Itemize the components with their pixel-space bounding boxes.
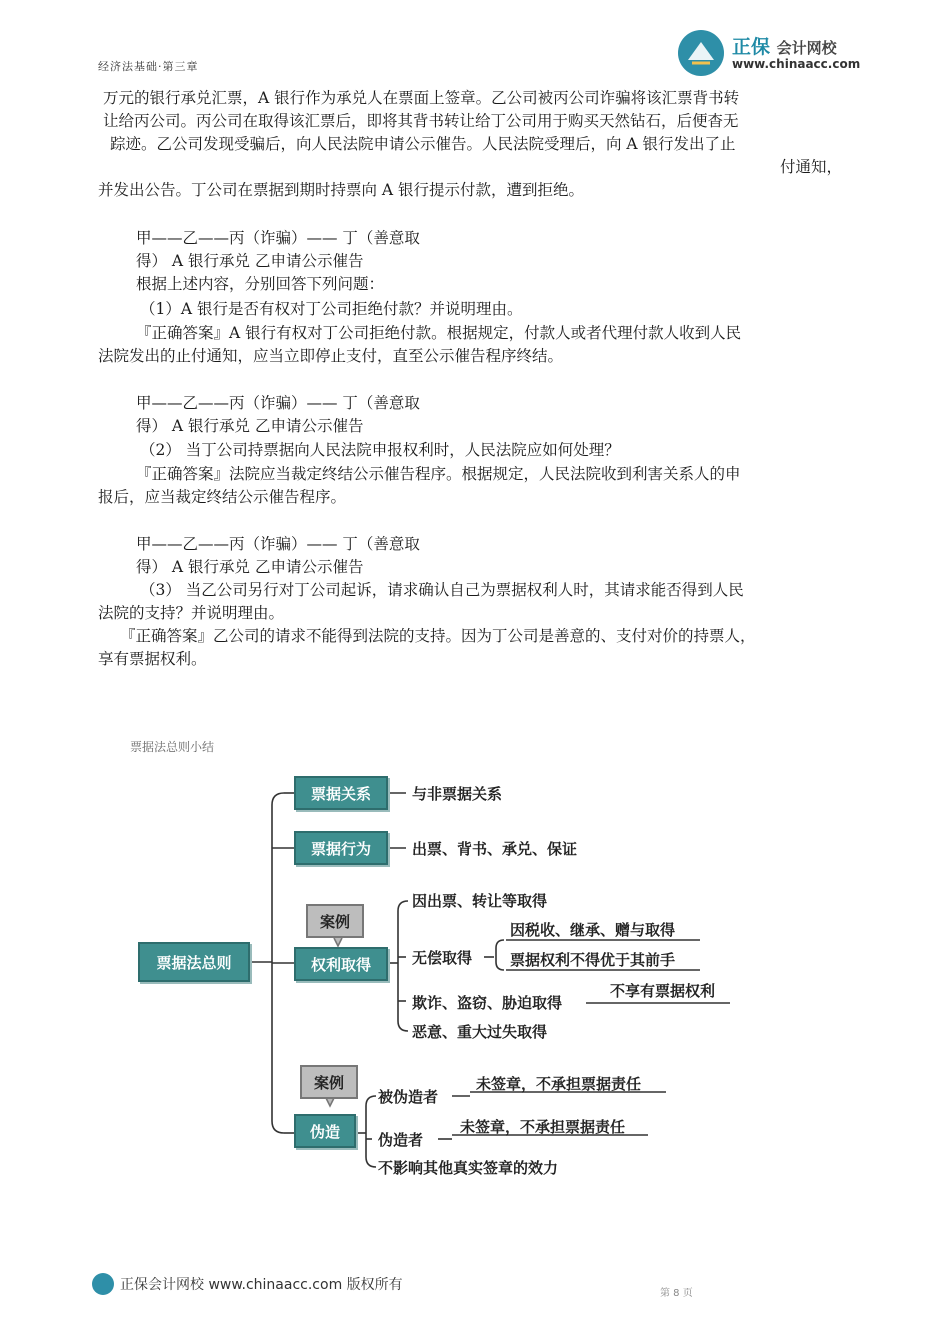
body-line: 法院发出的止付通知，应当立即停止支付，直至公示催告程序终结。 bbox=[98, 347, 564, 365]
node-act: 票据行为 bbox=[294, 831, 388, 865]
question-1: （1）A 银行是否有权对丁公司拒绝付款？并说明理由。 bbox=[140, 300, 523, 318]
body-line: 法院的支持？并说明理由。 bbox=[98, 604, 285, 622]
answer-1: 『正确答案』A 银行有权对丁公司拒绝付款。根据规定，付款人或者代理付款人收到人民 bbox=[136, 324, 742, 342]
forge-item-b: 伪造者 bbox=[378, 1131, 424, 1149]
question-3: （3） 当乙公司另行对丁公司起诉，请求确认自己为票据权利人时，其请求能否得到人民 bbox=[140, 581, 744, 599]
acquire-case-tag: 案例 bbox=[306, 904, 364, 938]
mindmap-title: 票据法总则小结 bbox=[130, 740, 215, 754]
answer-3: 『正确答案』乙公司的请求不能得到法院的支持。因为丁公司是善意的、支付对价的持票人， bbox=[120, 627, 756, 645]
forge-item-a: 被伪造者 bbox=[378, 1088, 439, 1106]
forge-item-b1: 未签章，不承担票据责任 bbox=[460, 1118, 626, 1136]
acquire-item-b1: 因税收、继承、赠与取得 bbox=[510, 921, 676, 939]
body-line: 甲——乙——丙（诈骗）—— 丁（善意取 bbox=[136, 229, 420, 247]
acquire-item-b2: 票据权利不得优于其前手 bbox=[510, 951, 676, 969]
mindmap-root: 票据法总则 bbox=[138, 942, 250, 982]
answer-2: 『正确答案』法院应当裁定终结公示催告程序。根据规定，人民法院收到利害关系人的申 bbox=[136, 465, 741, 483]
act-leaf: 出票、背书、承兑、保证 bbox=[412, 840, 578, 858]
page-number: 第 8 页 bbox=[660, 1288, 693, 1299]
logo-name: 正保 bbox=[732, 36, 771, 58]
question-2: （2） 当丁公司持票据向人民法院申报权利时，人民法院应如何处理？ bbox=[140, 441, 620, 459]
forge-item-c: 不影响其他真实签章的效力 bbox=[378, 1159, 559, 1177]
body-line: 根据上述内容，分别回答下列问题： bbox=[136, 275, 385, 293]
body-line: 甲——乙——丙（诈骗）—— 丁（善意取 bbox=[136, 535, 420, 553]
body-line: 甲——乙——丙（诈骗）—— 丁（善意取 bbox=[136, 394, 420, 412]
body-line: 报后，应当裁定终结公示催告程序。 bbox=[98, 488, 347, 506]
header-breadcrumb: 经济法基础·第三章 bbox=[98, 60, 199, 73]
forge-case-tag: 案例 bbox=[300, 1065, 358, 1099]
node-relation: 票据关系 bbox=[294, 776, 388, 810]
body-line: 得） A 银行承兑 乙申请公示催告 bbox=[136, 558, 364, 576]
acquire-item-c1: 不享有票据权利 bbox=[610, 982, 716, 1000]
body-line: 万元的银行承兑汇票，A 银行作为承兑人在票面上签章。乙公司被丙公司诈骗将该汇票背书转 bbox=[103, 89, 740, 107]
node-forge: 伪造 bbox=[294, 1114, 356, 1148]
footer bbox=[92, 1272, 403, 1296]
acquire-item-b: 无偿取得 bbox=[412, 949, 473, 967]
acquire-item-a: 因出票、转让等取得 bbox=[412, 892, 548, 910]
body-line: 享有票据权利。 bbox=[98, 650, 207, 668]
footer-logo-icon bbox=[92, 1273, 114, 1295]
node-acquire: 权利取得 bbox=[294, 947, 388, 981]
body-line: 付通知， bbox=[780, 158, 843, 176]
logo-url: www.chinaacc.com bbox=[732, 57, 861, 71]
body-line: 得） A 银行承兑 乙申请公示催告 bbox=[136, 417, 364, 435]
body-line: 让给丙公司。丙公司在取得该汇票后，即将其背书转让给丁公司用于购买天然钻石，后便杳无 bbox=[103, 112, 739, 130]
footer-copyright: 正保会计网校 www.chinaacc.com 版权所有 bbox=[120, 1277, 403, 1293]
body-line: 踪迹。乙公司发现受骗后，向人民法院申请公示催告。人民法院受理后，向 A 银行发出了止 bbox=[110, 135, 736, 153]
forge-item-a1: 未签章，不承担票据责任 bbox=[476, 1075, 642, 1093]
relation-leaf: 与非票据关系 bbox=[412, 785, 503, 803]
body-line: 得） A 银行承兑 乙申请公示催告 bbox=[136, 252, 364, 270]
acquire-item-c: 欺诈、盗窃、胁迫取得 bbox=[412, 994, 563, 1012]
logo-sub: 会计网校 bbox=[776, 39, 837, 57]
body-line: 并发出公告。丁公司在票据到期时持票向 A 银行提示付款，遭到拒绝。 bbox=[98, 181, 585, 199]
acquire-item-d: 恶意、重大过失取得 bbox=[412, 1023, 548, 1041]
